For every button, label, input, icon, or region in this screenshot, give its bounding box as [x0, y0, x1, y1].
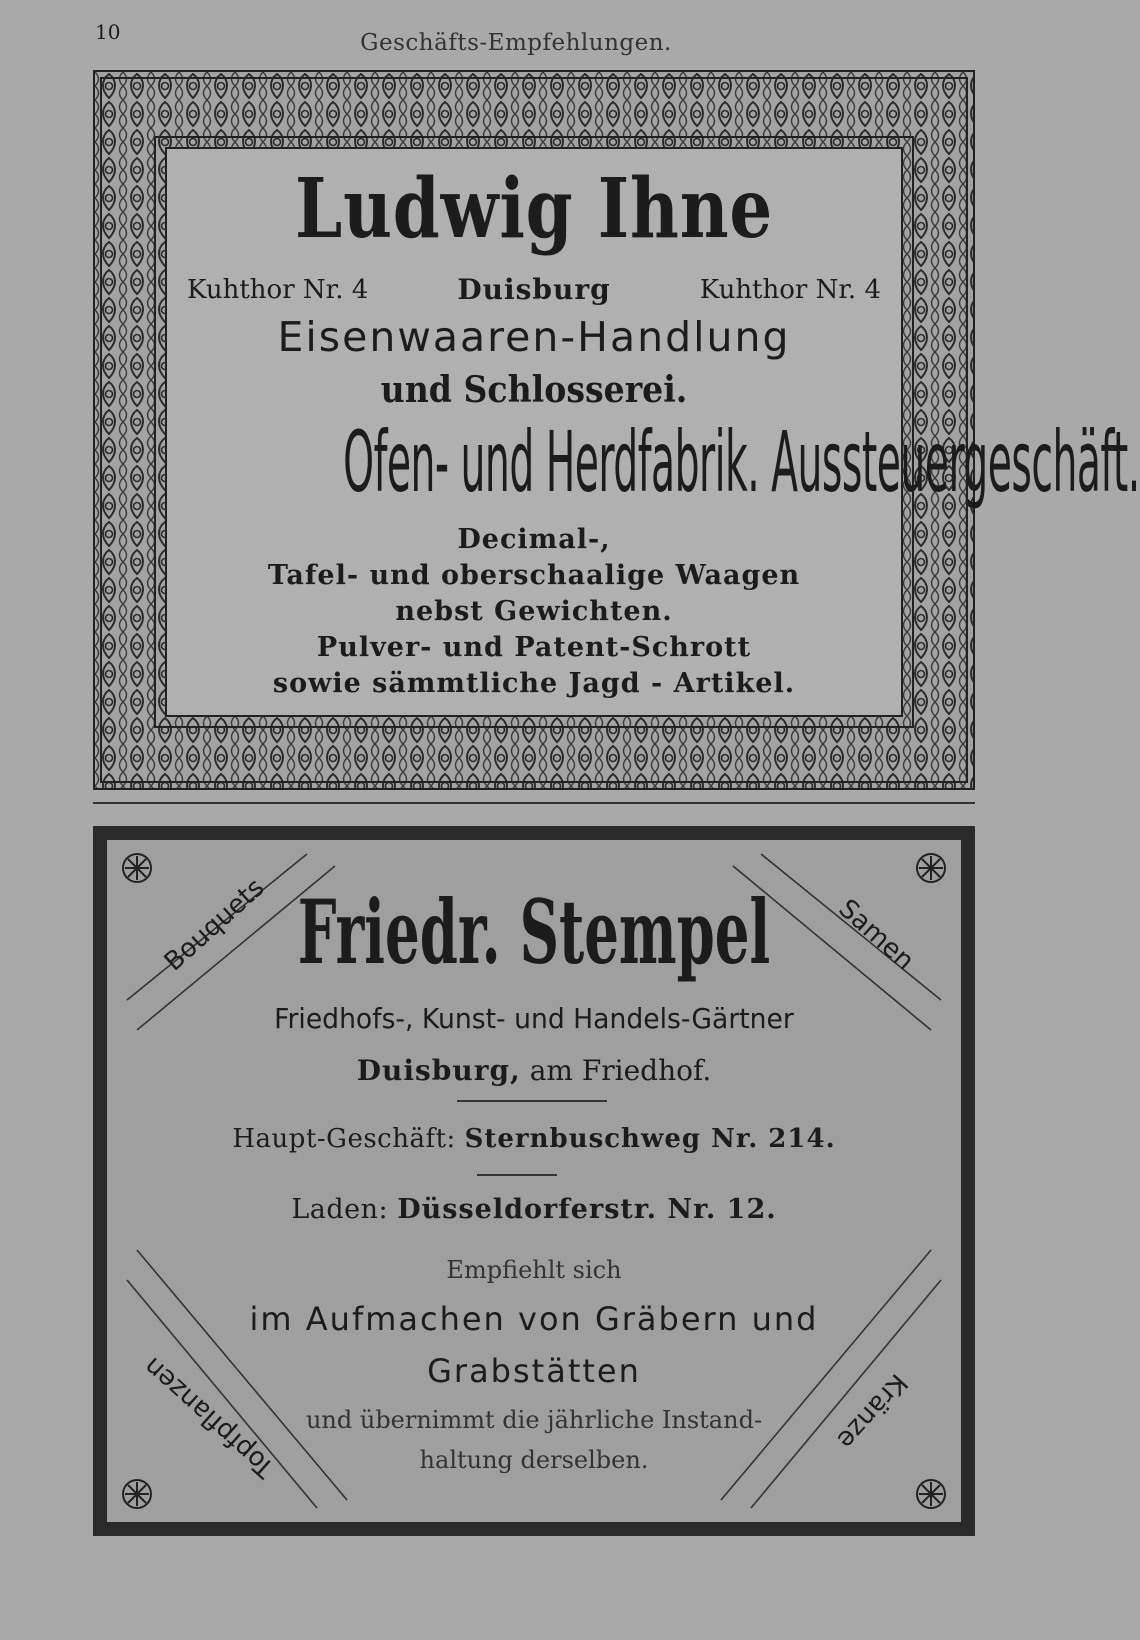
maintenance-line-2: haltung derselben. — [419, 1446, 649, 1474]
rosette-icon — [913, 1476, 949, 1512]
main-shop — [107, 1124, 961, 1154]
address-left: Kuhthor Nr. 4 — [187, 275, 369, 305]
store-label: Laden: — [291, 1194, 398, 1225]
product-scales: Tafel- und oberschaalige Waagen — [267, 560, 801, 591]
corner-label-kraenze: Kränze — [830, 1367, 914, 1455]
store — [107, 1194, 961, 1225]
ad-text-panel — [165, 147, 1140, 717]
advertisement-friedr-stempel — [93, 826, 975, 1536]
business-type: Eisenwaaren-Handlung — [277, 313, 791, 361]
location — [107, 1054, 961, 1087]
recommendation: Empfiehlt sich — [446, 1256, 622, 1284]
running-title: Geschäfts-Empfehlungen. — [360, 30, 672, 56]
product-line: Ofen- und Herdfabrik. Aussteuergeschäft. — [343, 413, 1140, 511]
service-line-1: im Aufmachen von Gräbern und — [249, 1300, 819, 1338]
location-rest: am Friedhof. — [520, 1054, 712, 1087]
advertisement-ludwig-ihne — [93, 70, 1140, 790]
rosette-icon — [119, 850, 155, 886]
store-address: Düsseldorferstr. Nr. 12. — [397, 1194, 777, 1225]
product-hunting: sowie sämmtliche Jagd - Artikel. — [272, 668, 796, 699]
service-line-2: Grabstätten — [427, 1352, 641, 1390]
company-name: Friedr. Stempel — [297, 880, 771, 984]
short-rule — [477, 1174, 557, 1176]
main-shop-label: Haupt-Geschäft: — [232, 1124, 465, 1154]
city: Duisburg, — [356, 1054, 521, 1087]
product-weights: nebst Gewichten. — [395, 596, 673, 627]
business-subtype: und Schlosserei. — [380, 369, 688, 411]
city: Duisburg — [457, 273, 611, 306]
business-type: Friedhofs-, Kunst- und Handels-Gärtner — [274, 1002, 794, 1035]
corner-label-topfpflanzen: Topfpflanzen — [138, 1350, 281, 1484]
address-right: Kuhthor Nr. 4 — [699, 275, 881, 305]
divider-rule — [93, 802, 975, 804]
short-rule — [457, 1100, 607, 1102]
product-decimal: Decimal-, — [457, 524, 611, 555]
maintenance-line-1: und übernimmt die jährliche Instand- — [305, 1406, 763, 1434]
rosette-icon — [913, 850, 949, 886]
page-number: 10 — [95, 20, 121, 44]
corner-label-samen: Samen — [832, 893, 920, 977]
company-name: Ludwig Ihne — [294, 161, 774, 257]
main-shop-address: Sternbuschweg Nr. 214. — [464, 1124, 836, 1154]
corner-label-bouquets: Bouquets — [158, 872, 271, 978]
product-powder: Pulver- und Patent-Schrott — [316, 632, 752, 663]
rosette-icon — [119, 1476, 155, 1512]
